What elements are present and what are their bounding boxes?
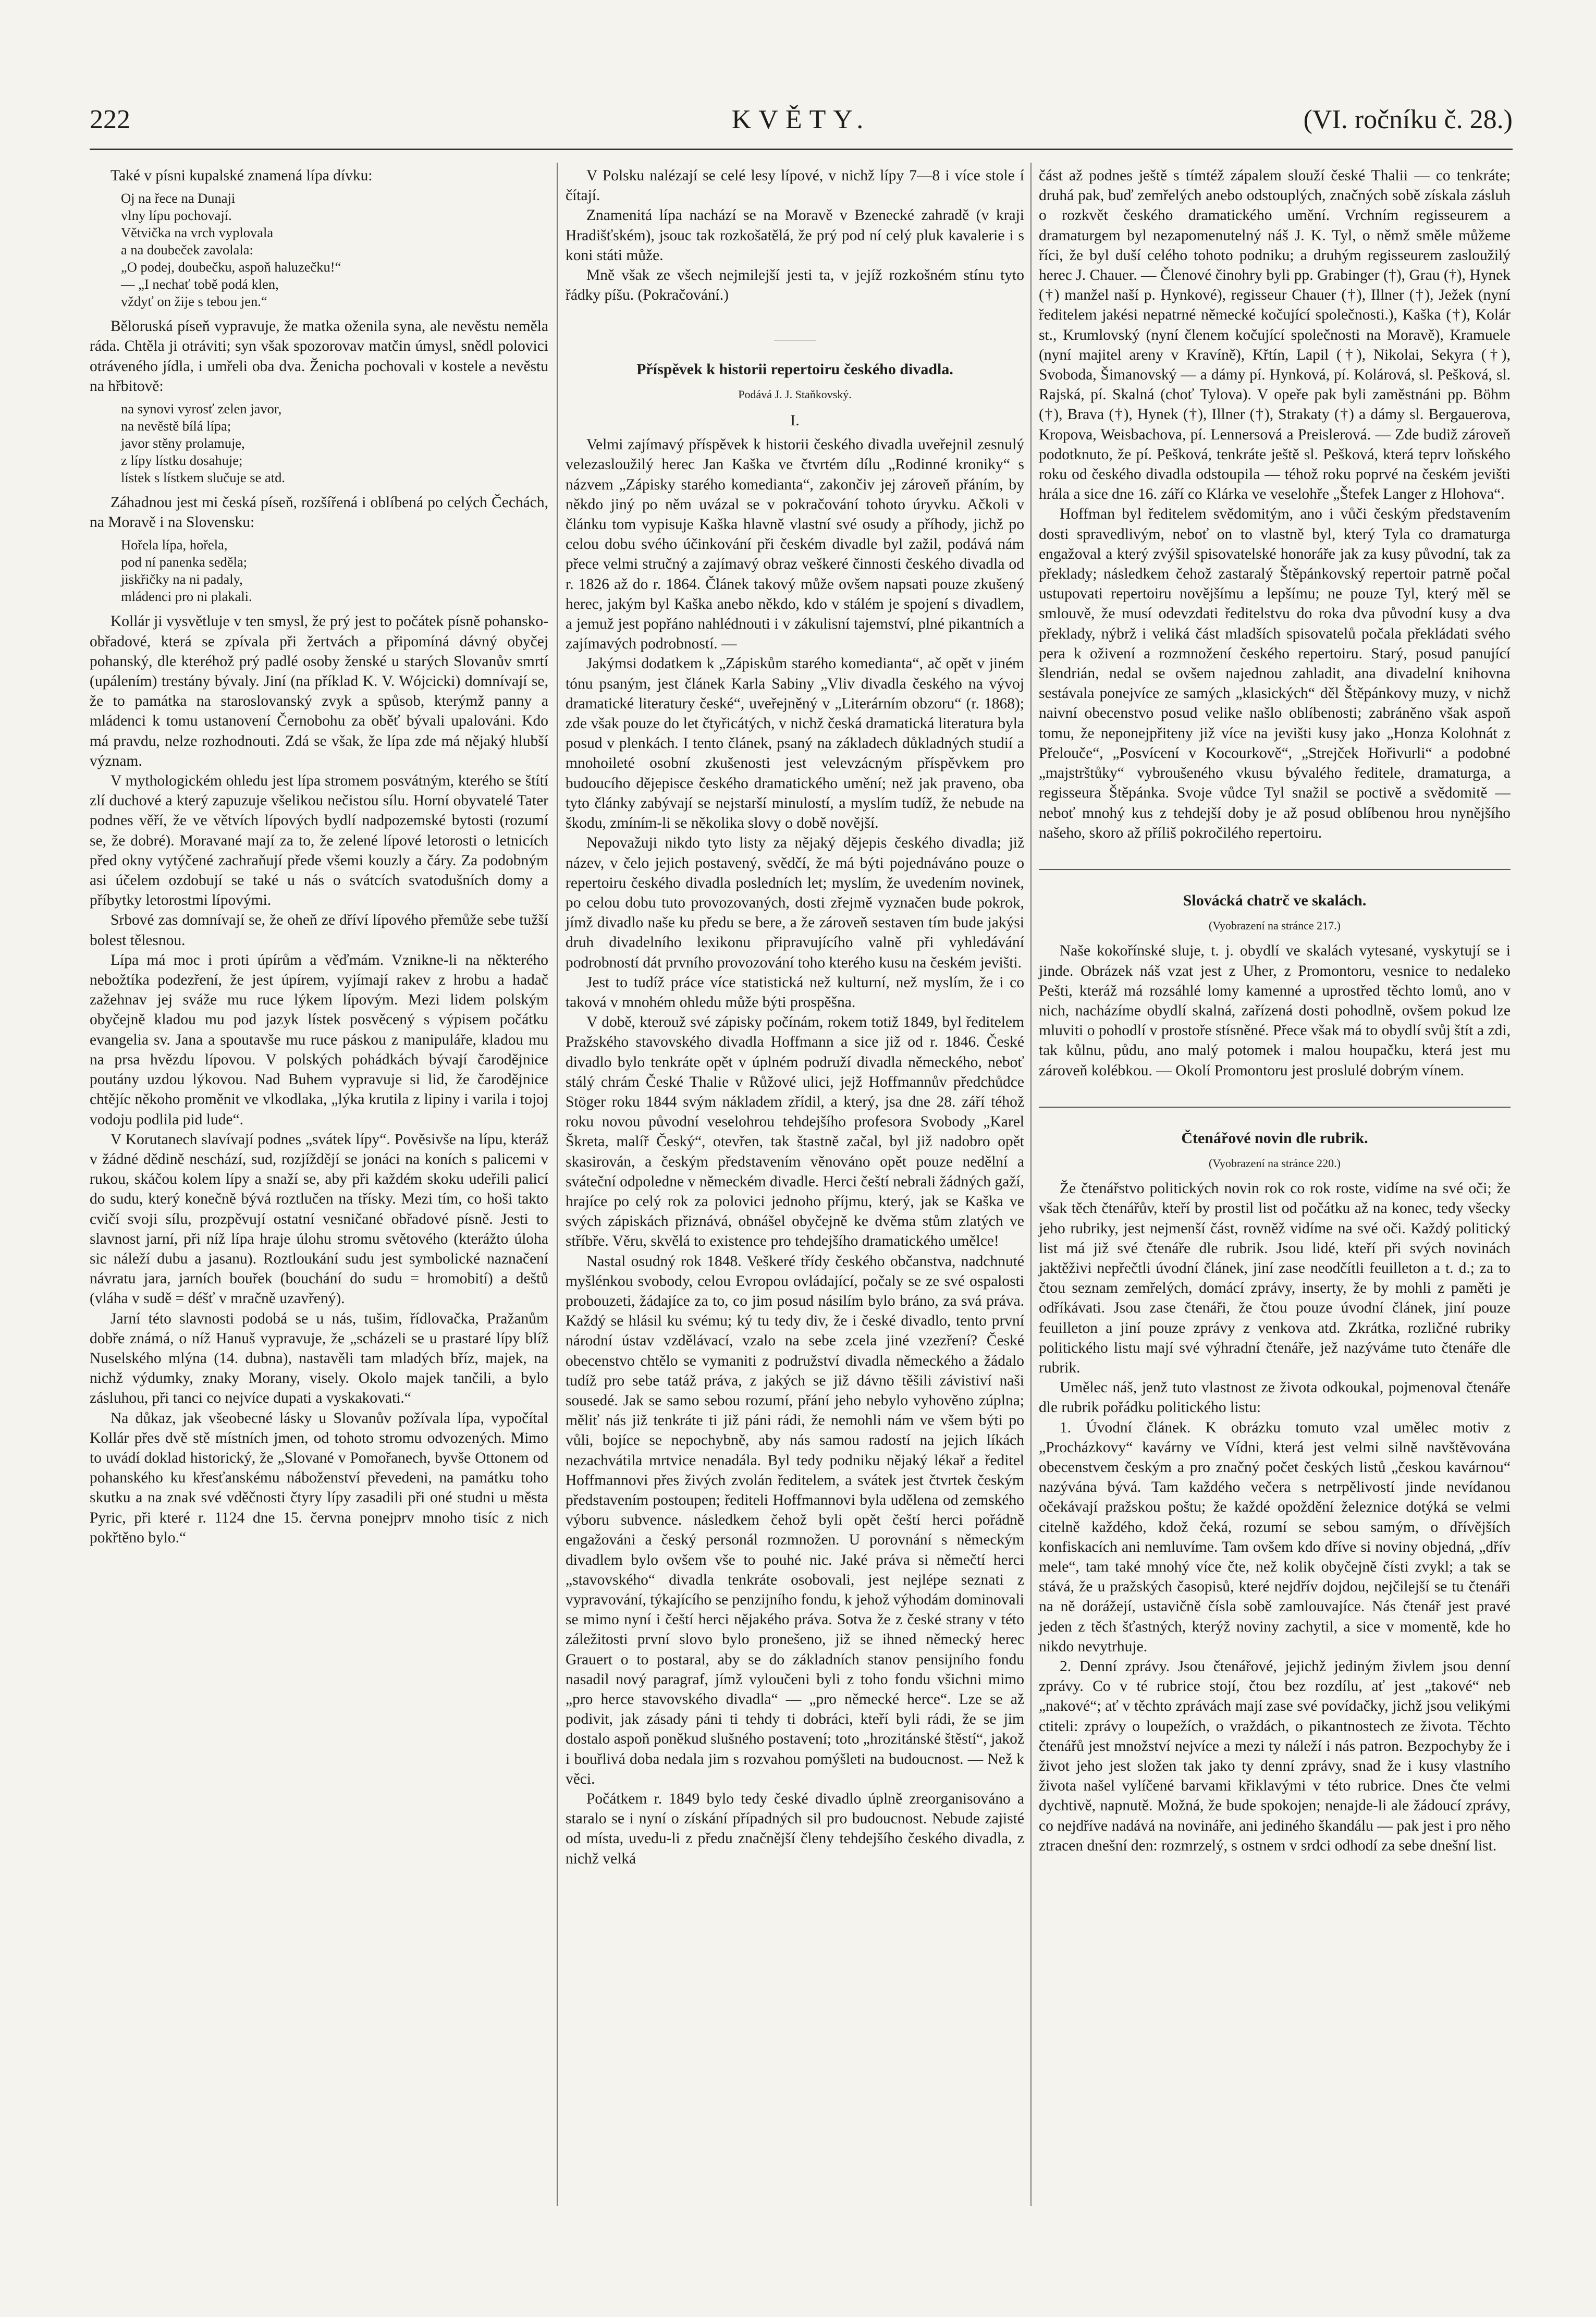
paragraph: Jest to tudíž práce více statistická než kulturní, než myslím, že i co taková v mnohém ohledu může býti prospěšna. xyxy=(566,974,1024,1011)
paragraph: Záhadnou jest mi česká píseň, rozšířená i oblíbená po celých Čechách, na Moravě i na Slovensku: xyxy=(90,494,548,531)
paragraph: Znamenitá lípa nachází se na Moravě v Bzenecké zahradě (v kraji Hradišťském), jsouc tak rozkošatělá, že prý pod ní celý pluk kavalerie i s koni státi může. xyxy=(566,207,1024,264)
poem-line: vždyť on žije s tebou jen.“ xyxy=(121,293,267,310)
paragraph: Velmi zajímavý příspěvek k historii českého divadla uveřejnil zesnulý velezasloužilý herec Jan Kaška ve čtvrtém dílu „Rodinné kroniky“ s názvem „Zápisky starého komedianta“, zakončiv jej zároveň přáním, by někdo jiný po něm uvázal se v pokračování tohoto úryvku. Ačkoli v článku tom vypisuje Kaška hlavně vlastní své osudy a příhody, jichž po celou dobu svého účinkování při českém divadle byl zažil, podává nám přece velmi stručný a zajímavý obraz veškeré činnosti českého divadla od r. 1826 až do r. 1864. Článek takový může ovšem napsati pouze zkušený herec, jakým byl Kaška anebo někdo, kdo v stálém je spojení s divadlem, a jemuž jest popřáno nahlédnouti i v zákulisní tajemství, plné pikantních a zajímavých podrobností. — xyxy=(566,436,1024,653)
column-separator xyxy=(1030,163,1032,2206)
header-rule xyxy=(90,149,1513,150)
paragraph: V Korutanech slavívají podnes „svátek lípy“. Pověsivše na lípu, kteráž v žádné dědině neschází, sud, rozjíždějí se jonáci na koních s palicemi v rukou, skáčou kolem lípy a snaží se, aby při každém skoku udeřili palicí do sudu, který konečně bývá roztlučen na třísky. Mezi tím, co hoši takto cvičí svoji sílu, prozpěvují ostatní vesničané obřadové písně. Jesti to slavnost jarní, při níž lípa hraje úlohu stromu světového (kterážto úloha sic náleží dubu a jasanu). Roztloukání sudu jest symbolické naznačení návratu jara, jarních bouřek (bouchání do sudu = hromobití) a deštů (vláha v sudě = déšť v mračně uzavřený). xyxy=(90,1131,548,1307)
poem-line: jiskřičky na ni padaly, xyxy=(121,571,243,587)
poem-line: javor stěny prolamuje, xyxy=(121,435,245,451)
paragraph: Počátkem r. 1849 bylo tedy české divadlo úplně zreorganisováno a staralo se i nyní o získání případných sil pro budoucnost. Nebude zajisté od místa, uvedu-li z předu značnější členy tehdejšího českého divadla, z nichž velká xyxy=(566,1791,1024,1867)
page-number: 222 xyxy=(90,105,130,134)
paragraph: Kollár ji vysvětluje v ten smysl, že prý jest to počátek písně pohansko-obřadové, která se zpívala při žertvách a připomíná dávný obyčej pohanský, dle kteréhož prý padlé osoby ženské u starých Slovanův smrtí (upálením) trestány bývaly. Jiní (na příklad K. V. Wójcicki) domnívají se, že to památka na staroslovanský zvyk a spůsob, kterýmž panny a mládenci k tomu ustanovení Černobohu za oběť bývali upalováni. Kdo má pravdu, nelze rozhodnouti. Zdá se však, že lípa zde má nějaký hlubší význam. xyxy=(90,613,548,769)
poem-line: Hořela lípa, hořela, xyxy=(121,537,228,553)
article-byline: Podává J. J. Staňkovský. xyxy=(738,387,852,401)
paragraph: Umělec náš, jenž tuto vlastnost ze života odkoukal, pojmenoval čtenáře dle rubrik pořádku politického listu: xyxy=(1039,1379,1511,1416)
paragraph: Naše kokořínské sluje, t. j. obydlí ve skalách vytesané, vyskytují se i jinde. Obrázek náš vzat jest z Uher, z Promontoru, vesnice to nedaleko Pešti, kteráž má rozsáhlé lomy kamenné a uprostřed těchto lomů, ano v nich, nacházíme obydlí skalná, zařízená dosti pohodlně, ovšem pokud lze mluviti o pohodlí v prostoře stísněné. Přece však má to obydlí svůj štít a zdi, tak kůlnu, půdu, ano malý potomek i malou houpačku, která jest mu zároveň kolébkou. — Okolí Promontoru jest proslulé dobrým vínem. xyxy=(1039,942,1511,1079)
paragraph: Nepovažuji nikdo tyto listy za nějaký dějepis českého divadla; již název, v čelo jejich postavený, svědčí, že má býti pojednáváno pouze o repertoiru českého divadla posledních let; myslím, že uvedením novinek, po celou dobu tuto provozovaných, dosti zřejmě vyznačen bude pokrok, jímž divadlo naše ku předu se bere, a že zároveň sestaven tím bude jakýsi druh divadelního lexikonu připravujícího valně při vyhledávání podrobností dát prvního provozování toho kterého kusu na českém jevišti. xyxy=(566,835,1024,971)
paragraph: Hoffman byl ředitelem svědomitým, ano i vůči českým představením dosti spravedlivým, neboť on to vlastně byl, který Tyla co dramaturga engažoval a který zvýšil spisovatelské honoráře jak za kusy původní, tak za překlady; následkem čehož zastaralý Štěpánkovský repertoir patrně počal ustupovati repertoiru novějšímu a lepšímu; ne pouze Tyl, který měl se smlouvě, že musí odevzdati ředitelstvu do roka dva původní kusy a dva překlady, nýbrž i veliká část mladších spisovatelů počala překládati svého pera k oživení a rozmnožení českého repertoiru. Starý, posud panující šlendrián, nedal se ovšem najednou zahladit, ana divadelní knihovna sestávala ponejvíce ze samých „klasických“ děl Štěpánkovy muzy, v nichž naivní obecenstvo posud velike našlo oblíbenosti; zabráněno však aspoň tomu, že neponejpřiteny již více na jevišti kusy jako „Honza Kolohnát z Přelouče“, „Posvícení v Kocourkově“, „Strejček Hořivurli“ a podobné „majstrštůky“ vybroušeného vkusu bývalého ředitele, dramaturga, a regisseura Štěpánka. Svoje vůdce Tyl snažil se poctivě a svědomitě — neboť mnohý kus z tehdejší doby je až posud oblíbenou hrou nynějšího našeho, skoro až příliš pokročilého repertoiru. xyxy=(1039,506,1511,841)
section-title: Čtenářové novin dle rubrik. xyxy=(1181,1129,1368,1147)
issue-label: (VI. ročníku č. 28.) xyxy=(1303,105,1513,134)
poem-line: pod ní panenka seděla; xyxy=(121,554,248,570)
paragraph: Jarní této slavnosti podobá se u nás, tušim, řídlovačka, Pražanům dobře známá, o níž Hanuš vypravuje, že „scházeli se u prastaré lípy blíž Nuselského mlýna (14. dubna), nastavěli tam mladých bříz, majek, na nichž výdumky, znaky Morany, visely. Okolo majek tančili, a bylo zásluhou, při tanci co nejvíce dupati a vyskakovati.“ xyxy=(90,1310,548,1407)
article-title: Příspěvek k historii repertoiru českého divadla. xyxy=(636,360,953,378)
journal-title: KVĚTY. xyxy=(731,105,871,134)
poem-line: a na doubeček zavolala: xyxy=(121,242,253,258)
column-separator xyxy=(557,163,558,2206)
poem-line: lístek s lístkem slučuje se atd. xyxy=(121,470,286,486)
section-divider xyxy=(1039,869,1511,870)
poem-line: mládenci pro ni plakali. xyxy=(121,589,252,605)
column-1 xyxy=(90,166,548,1548)
poem-line: z lípy lístku dosahuje; xyxy=(121,452,243,469)
poem-line: Oj na řece na Dunaji xyxy=(121,190,236,206)
poem-line: vlny lípu pochovají. xyxy=(121,207,232,224)
paragraph: V Polsku nalézají se celé lesy lípové, v nichž lípy 7—8 i více stole í čítají. xyxy=(566,167,1024,204)
column-3 xyxy=(1039,166,1511,1856)
poem-line: Větvička na vrch vyplovala xyxy=(121,225,274,241)
paragraph: Nastal osudný rok 1848. Veškeré třídy českého občanstva, nadchnuté myšlénkou svobody, celou Evropou ovládající, počaly se ze své ospalosti probouzeti, žádajíce za to, co jim posud násilím bylo bráno, za svá práva. Každý se hlásil ku svému; ký tu tedy div, že i české divadlo, tento první národní ústav vzdělávací, vzalo na sebe zcela jiné vzezření? České obecenstvo chtělo se vymaniti z podružství divadla německého a žádalo tudíž pro sebe tatáž práva, z jakých se již dávno těšili závistiví naši sousedé. Jak se samo sebou rozumí, přání jeho nebylo vyhověno zúplna; měliť nás již tenkráte ti již páni rádi, že nemohli nám ve všem býti po vůli, bojíce se nepochybně, aby nás samou radostí na jejich líkách nezachvátila mrtvice nenadála. Byl tedy podniku nějaký lékař a ředitel Hoffmannovi přes živých zvolán ředitelem, a svátek jest čtvrtek českým představením postoupen; řediteli Hoffmannovi byla udělena od zemského výboru subvence. následkem čehož byli opět čeští herci pořádně engažováni a český personál rozmnožen. U porovnání s německým divadlem bylo ovšem vše to pouhé nic. Jaké práva si němečtí herci „stavovského“ divadla tenkráte osobovali, jest nejlépe seznati z vypravování, týkajícího se penzijního fondu, k jehož výhodám dominovali se mimo nyní i čeští herci nějakého práva. Sotva že z české strany v této záležitosti první slovo bylo pronešeno, již se ihned německý herec Grauert o to postaral, aby se do základních stanov pensijního fondu nasadil nový paragraf, jímž vyloučeni byli z toho fondu všichni mimo „pro herce stavovského divadla“ — „pro německé herce“. Lze se až podivit, jak zásady páni ti tehdy ti dobráci, kteří byli rádi, že se jim dostalo aspoň poněkud slušného postavení; toto „hrozitánské štěstí“, jakož i bouřlivá doba nedala jim s rozvahou pomýšleti na budoucnost. — Než k věci. xyxy=(566,1253,1024,1787)
section-number: I. xyxy=(790,412,800,430)
paragraph: Na důkaz, jak všeobecné lásky u Slovanův požívala lípa, vypočítal Kollár přes dvě stě místních jmen, od tohoto stromu odvozených. Mimo to uvádí doklad historický, že „Slované v Pomořanech, byvše Ottonem od pohanského ku křesťanskému náboženství převedeni, na památku toho skutku a na znak své vděčnosti čtyry lípy zasadili při oné studni u města Pyric, při které r. 1124 dne 15. června ponejprv mnoho tisíc z nich pokřtěno bylo.“ xyxy=(90,1409,548,1546)
page-header xyxy=(90,104,1513,141)
section-divider xyxy=(1039,1107,1511,1108)
poem xyxy=(121,536,548,605)
section-title: Slovácká chatrč ve skalách. xyxy=(1183,891,1367,909)
poem-line: na synovi vyrosť zelen javor, xyxy=(121,401,282,417)
section-subtitle: (Vyobrazení na stránce 220.) xyxy=(1209,1156,1341,1170)
ornament-divider xyxy=(566,326,1024,346)
paragraph: 2. Denní zprávy. Jsou čtenářové, jejichž jediným živlem jsou denní zprávy. Co v té rubrice stojí, čtou bez rozdílu, ať jest „takové“ neb „nakové“; ať v těchto zprávách mají zase své povídačky, jichž jsou velikými ctiteli: zprávy o loupežích, o vraždách, o pikantnostech ze života. Těchto čtenářů jest množství nejvíce a mezi ty náleží i nás patron. Bezpochyby že i život jeho jest složen tak jako ty denní zprávy, snad že i kusy vlastního života našel vylíčené barvami křiklavými v této rubrice. Dnes čte velmi dychtivě, napnutě. Možná, že bude spokojen; nenajde-li ale žádoucí zprávy, co nejdříve nadává na novináře, ani jediného škandálu — pak jest i pro něho ztracen dnešní den: rozmrzelý, s ostnem v srdci odhodí za sebe dnešní list. xyxy=(1039,1658,1511,1854)
paragraph: část až podnes ještě s tímtéž zápalem slouží české Thalii — co tenkráte; druhá pak, buď zemřelých anebo odstouplých, značných sobě získala zásluh o rozkvět českého dramatického umění. Vrchním regisseurem a dramaturgem byl nezapomenutelný náš J. K. Tyl, o němž směle můžeme říci, že byl duší celého tohoto podniku; a druhým regisseurem zasloužilý herec J. Chauer. — Členové činohry byli pp. Grabinger (†), Grau (†), Hynek (†) manžel naší p. Hynkové), regisseur Chauer (†), Illner (†), Ježek (nyní ředitelem jakési nepatrné německé kočující společnosti.), Kaška (†), Kolár st., Krumlovský (nyní členem kočující společnosti na Moravě), Kramuele (nyní majitel areny v Kravíně), Křtín, Lapil (†), Nikolai, Sekyra (†), Svoboda, Šimanovský — a dámy pí. Hynková, pí. Kolárová, sl. Pešková, sl. Rajská, pí. Skalná (choť Tylova). V opeře pak byli zaměstnáni pp. Böhm (†), Brava (†), Hynek (†), Illner (†), Strakaty (†) a dámy sl. Bergauerova, Kropova, Weisbachova, pí. Lennersová a Preislerová. — Zde budiž zároveň podotknuto, že pí. Pešková, tenkráte ještě sl. Pešková, která teprv loňského roku od českého divadla odstoupila — téhož roku poprvé na českém jevišti hrála a sice dne 16. září co Klárka ve veselohře „Štefek Langer z Hlohova“. xyxy=(1039,167,1511,503)
poem-line: „O podej, doubečku, aspoň haluzečku!“ xyxy=(121,259,341,275)
paragraph: Že čtenářstvo politických novin rok co rok roste, vidíme na své oči; že však těch čtenářův, kteří by prostil list od počátku až na konec, tedy všecky jeho rubriky, jest nejmenší část, rovněž vidíme na své oči. Každý politický list má již své čtenáře dle rubrik. Jsou lidé, kteří při svých novinách jaktěživi nepřečtli úvodní článek, jiní zase neodčítli feuilleton a t. d.; za to čtou seznam zemřelých, domácí zprávy, inserty, že by mohli z paměti je odříkávati. Jsou zase čtenáři, že čtou pouze úvodní článek, jiní pouze feuilleton a jiní pouze zprávy z venkova atd. Zkrátka, rozličné rubriky politického listu mají své výhradní čtenáře, jež nazýváme tuto čtenáře dle rubrik. xyxy=(1039,1180,1511,1376)
paragraph: Také v písni kupalské znamená lípa dívku: xyxy=(111,167,373,184)
paragraph: Lípa má moc i proti úpírům a věďmám. Vznikne-li na některého nebožtíka podezření, že jest úpírem, vyjímají rakev z hrobu a hadač zažehnav jej sváže mu ruce lýkem lípovým. Mezi lidem polským obyčejně kladou mu pod jazyk lístek posvěcený s výpisem počátku evangelia sv. Jana a spoutavše mu ruce páskou z manipuláře, kladou mu na prsa hvězdu lípovou. V polských pohádkách bývají čarodějnice poutány uzdou lýkovou. Nad Buhem vypravuje si lid, že čarodějnice chtějíc někoho proměnit ve vlkodlaka, „lýka krutila z lipiny i varila i tojoj vodoju podlila pid lude“. xyxy=(90,951,548,1128)
paragraph: Jakýmsi dodatkem k „Zápiskům starého komedianta“, ač opět v jiném tónu psaným, jest článek Karla Sabiny „Vliv divadla českého na vývoj dramatické literatury české“, uveřejněný v „Literárním obzoru“ (r. 1868); zde však pouze do let čtyřicátých, v nichž česká dramatická literatura byla posud v plenkách. I tento článek, psaný na základech důkladných studií a mnohoileté osobní zkušenosti jest velevzácným příspěvkem pro budoucího dějepisce českého dramatického umění; než jak praveno, oba tyto články zabývají se nejstarší minulostí, a myslím tudíž, že nebude na škodu, zmíním-li se několika slovy o době novější. xyxy=(566,655,1024,832)
poem xyxy=(121,400,548,486)
poem-line: — „I nechať tobě podá klen, xyxy=(121,276,279,292)
poem-line: na nevěstě bílá lípa; xyxy=(121,418,231,434)
paragraph: V mythologickém ohledu jest lípa stromem posvátným, kterého se štítí zlí duchové a který zapuzuje všelikou nečistou sílu. Horní obyvatelé Tater podnes věří, že ve větvích lípových bydlí nadpozemské bytosti (rozumí se, že dobré). Moravané mají za to, že zelené lípové letorosti o letnicích před okny vytýčené zachraňují přede všemi kouzly a čáry. Za podobným asi účelem ozdobují se také u nás o svátcích svatodušních domy a příbytky letorostmi lípovými. xyxy=(90,773,548,909)
paragraph: 1. Úvodní článek. K obrázku tomuto vzal umělec motiv z „Procházkovy“ kavárny ve Vídni, která jest velmi silně navštěvována obecenstvem českým a pro značný počet českých listů „českou kavárnou“ nazývána bývá. Tam každého večera s netrpělivostí jinde nevídanou očekávají pražskou poštu; že každé opoždění železnice dotýká se velmi citelně každého, kdož čeká, rozumí se sebou samým, o dřívějších konfiskacích ani nemluvíme. Tam ovšem kdo dříve si noviny objedná, „dřív mele“, tam také mnohý více čte, než kolik obyčejně čísti zvykl; a tak se stává, že u pražských časopisů, které nejdřív dojdou, nejčilejší se tu čtenáři na ně dorážejí, ustavičně čísla sobě zamlouvajíce. Nás čtenář jest pravé jeden z těch šťastných, kterýž noviny zachytil, a sice v momentě, kde ho nikdo nevytrhuje. xyxy=(1039,1419,1511,1655)
paragraph: V době, kterouž své zápisky počínám, rokem totiž 1849, byl ředitelem Pražského stavovského divadla Hoffmann a sice již od r. 1846. České divadlo bylo tenkráte opět v úplném podruží divadla německého, neboť stálý chrám České Thalie v Růžové ulici, jejž Hoffmannův předchůdce Stöger roku 1844 svým nákladem zřídil, a který, jsa dne 28. září téhož roku novou původní veselohrou tehdejšího profesora Svobody „Karel Škreta, malíř Český“, otevřen, tak štastně začal, byl již nadobro opět skasirován, a českým představením věnováno opět pouze nedělní a sváteční odpoledne v německém divadle. Herci čeští nebrali žádných gaží, hrajíce po celý rok za polovici jednoho příjmu, který, jak se Kaška ve svých zápiskách přiznává, obnášel obyčejně ke dvěma stům zlatých ve stříbře. Věru, skvělá to existence pro tehdejšího dramatického umělce! xyxy=(566,1014,1024,1250)
paragraph: Mně však ze všech nejmilejší jesti ta, v jejíž rozkošném stínu tyto řádky píšu. (Pokračování.) xyxy=(566,267,1024,304)
poem xyxy=(121,190,548,310)
paragraph: Běloruská píseň vypravuje, že matka oženila syna, ale nevěstu neměla ráda. Chtěla ji otráviti; syn však spozorovav matčin úmysl, snědl polovici otráveného jídla, i umřeli oba dva. Ženicha pochovali v kostele a nevěstu na hřbitově: xyxy=(90,318,548,395)
paragraph: Srbové zas domnívají se, že oheň ze dříví lípového přemůže sebe tužší bolest tělesnou. xyxy=(90,912,548,949)
section-subtitle: (Vyobrazení na stránce 217.) xyxy=(1209,919,1341,933)
column-2 xyxy=(566,166,1024,1869)
